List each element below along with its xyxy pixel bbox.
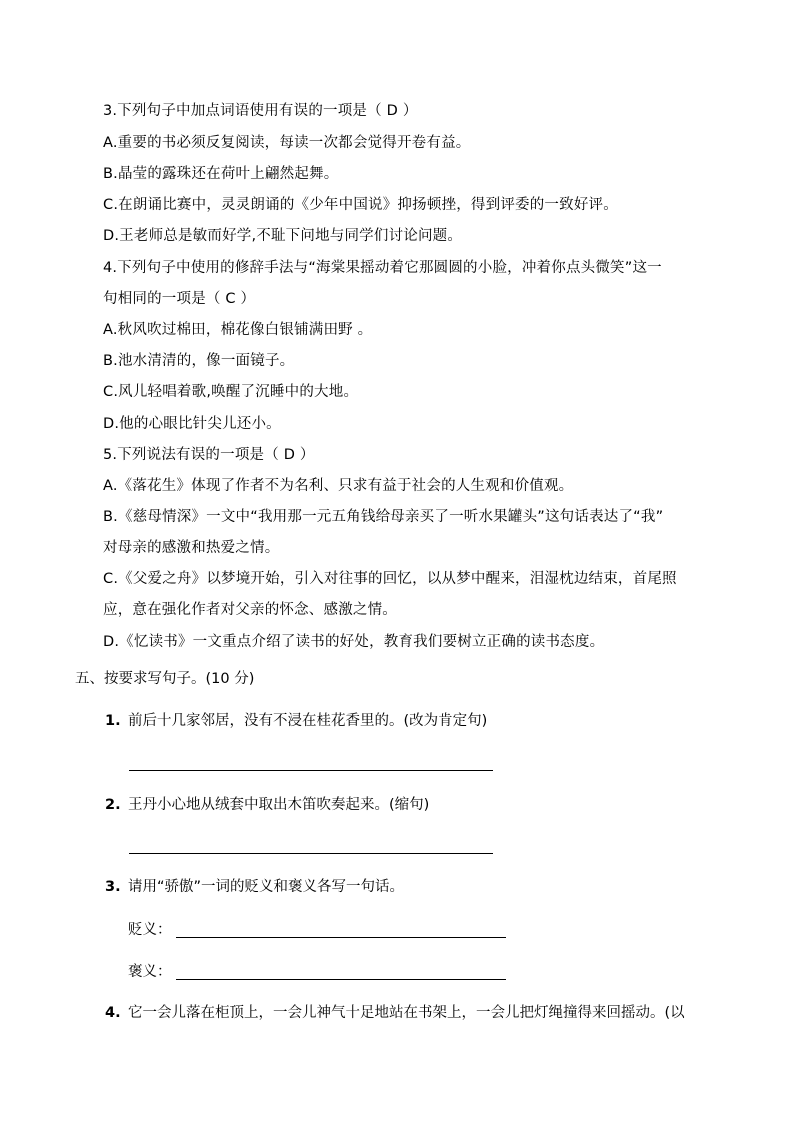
derogatory-answer-line[interactable] [176,937,506,938]
question-5-option-c-line2: 应，意在强化作者对父亲的怀念、感激之情。 [103,602,397,618]
question-5-option-c-line1: C.《父爱之舟》以梦境开始，引入对往事的回忆，以从梦中醒来，泪湿枕边结束，首尾照 [103,571,677,587]
item-1-number: 1. [105,713,121,729]
item-1-text: 前后十几家邻居，没有不浸在桂花香里的。(改为肯定句) [128,713,488,729]
item-4-text: 它一会儿落在柜顶上，一会儿神气十足地站在书架上，一会儿把灯绳撞得来回摇动。(以 [128,1005,685,1021]
commendatory-label: 褒义： [128,964,172,980]
question-5-option-d: D.《忆读书》一文重点介绍了读书的好处，教育我们要树立正确的读书态度。 [103,634,605,650]
question-4-option-d: D.他的心眼比针尖儿还小。 [103,416,281,432]
question-3-stem: 3.下列句子中加点词语使用有误的一项是（ D ） [103,103,418,119]
question-3-option-b: B.晶莹的露珠还在荷叶上翩然起舞。 [103,166,339,182]
question-3-option-a: A.重要的书必须反复阅读，每读一次都会觉得开卷有益。 [103,135,471,151]
commendatory-answer-line[interactable] [176,979,506,980]
question-5-option-a: A.《落花生》体现了作者不为名利、只求有益于社会的人生观和价值观。 [103,478,574,494]
question-5-option-b-line1: B.《慈母情深》一文中“我用那一元五角钱给母亲买了一听水果罐头”这句话表达了“我” [103,509,664,525]
item-4-number: 4. [105,1005,121,1021]
item-3-text: 请用“骄傲”一词的贬义和褒义各写一句话。 [128,879,405,895]
question-3-option-c: C.在朗诵比赛中，灵灵朗诵的《少年中国说》抑扬顿挫，得到评委的一致好评。 [103,197,618,213]
question-4-stem-line1: 4.下列句子中使用的修辞手法与“海棠果摇动着它那圆圆的小脸，冲着你点头微笑”这一 [103,260,662,276]
item-2-text: 王丹小心地从绒套中取出木笛吹奏起来。(缩句) [128,797,430,813]
question-3-option-d: D.王老师总是敏而好学,不耻下问地与同学们讨论问题。 [103,228,463,244]
item-3-number: 3. [105,879,121,895]
question-5-stem: 5.下列说法有误的一项是（ D ） [103,447,315,463]
item-2-number: 2. [105,797,121,813]
item-1-answer-line[interactable] [129,770,493,771]
question-4-option-c: C.风儿轻唱着歌,唤醒了沉睡中的大地。 [103,384,359,400]
section-5-heading: 五、按要求写句子。(10 分) [75,671,255,687]
item-2-answer-line[interactable] [129,853,493,854]
question-4-option-b: B.池水清清的，像一面镜子。 [103,353,295,369]
question-5-option-b-line2: 对母亲的感激和热爱之情。 [103,540,280,556]
question-4-option-a: A.秋风吹过棉田，棉花像白银铺满田野 。 [103,322,373,338]
question-4-stem-line2: 句相同的一项是（ C ） [103,291,256,307]
derogatory-label: 贬义： [128,922,172,938]
